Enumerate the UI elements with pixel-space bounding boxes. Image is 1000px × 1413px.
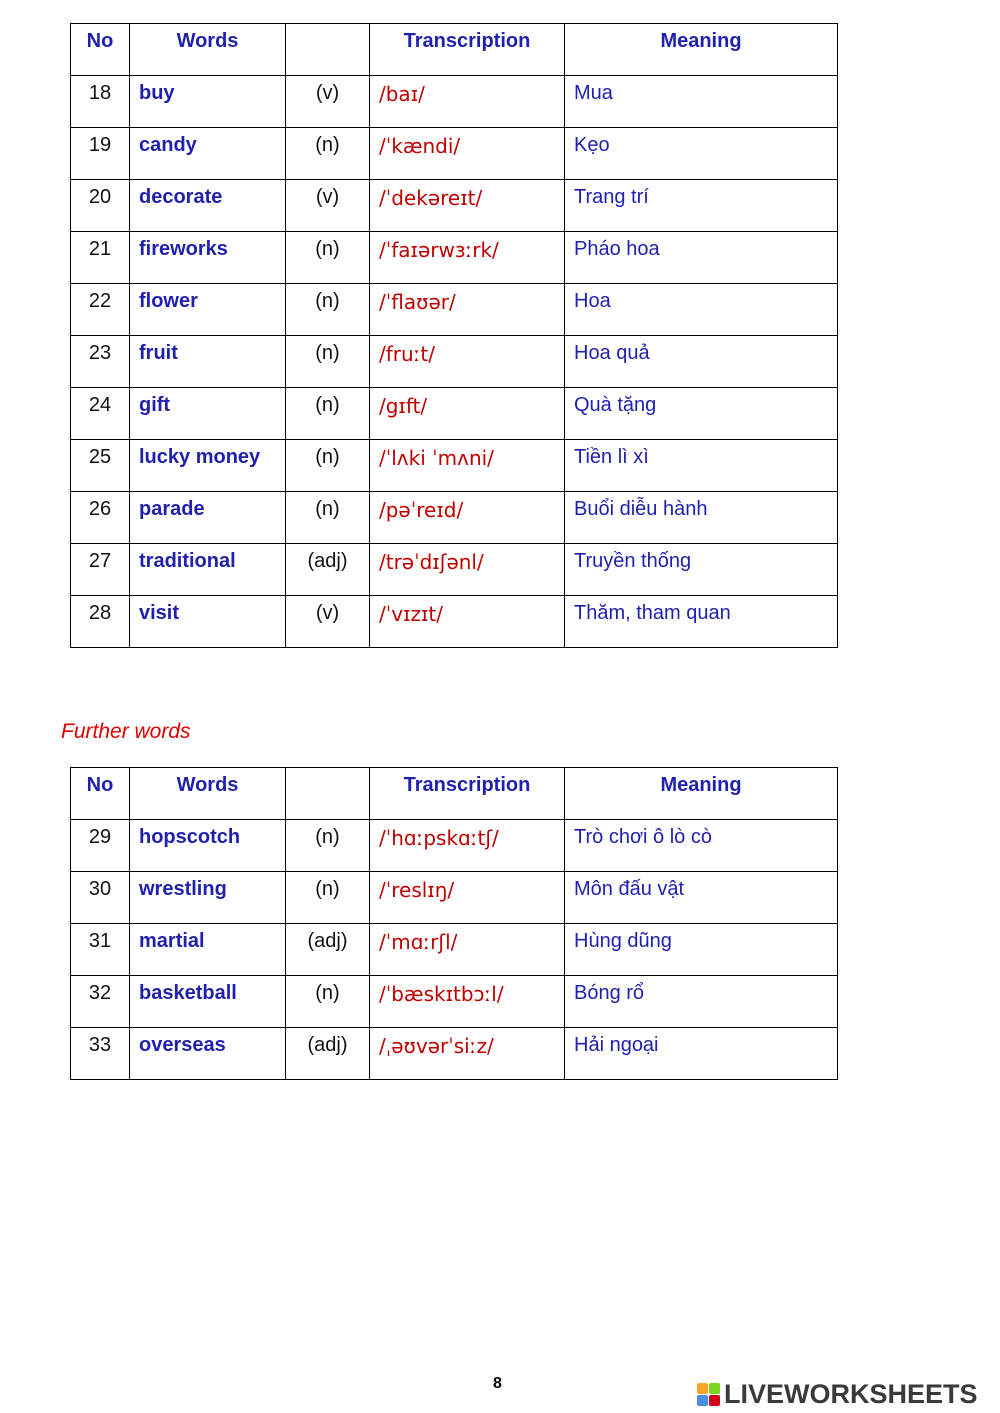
part-of-speech-cell: (adj): [286, 1028, 370, 1080]
transcription-cell: /baɪ/: [370, 76, 565, 128]
transcription-cell: /gɪft/: [370, 388, 565, 440]
brand-text: LIVEWORKSHEETS: [724, 1379, 978, 1409]
table-row: [71, 232, 838, 284]
row-number: 23: [71, 336, 130, 388]
transcription-cell: /ˈdekəreɪt/: [370, 180, 565, 232]
word-cell: gift: [130, 388, 286, 440]
part-of-speech-cell: (v): [286, 180, 370, 232]
part-of-speech-cell: (n): [286, 128, 370, 180]
table-row: [71, 872, 838, 924]
transcription-cell: /fruːt/: [370, 336, 565, 388]
meaning-cell: Pháo hoa: [565, 232, 838, 284]
table-row: [71, 596, 838, 648]
meaning-cell: Kẹo: [565, 128, 838, 180]
header-words: Words: [130, 24, 286, 76]
part-of-speech-cell: (n): [286, 232, 370, 284]
part-of-speech-cell: (n): [286, 440, 370, 492]
table-header-row: [71, 24, 838, 76]
transcription-cell: /ˈmɑːrʃl/: [370, 924, 565, 976]
word-cell: hopscotch: [130, 820, 286, 872]
part-of-speech-cell: (v): [286, 596, 370, 648]
row-number: 32: [71, 976, 130, 1028]
row-number: 26: [71, 492, 130, 544]
word-cell: martial: [130, 924, 286, 976]
transcription-cell: /ˈkændi/: [370, 128, 565, 180]
word-cell: buy: [130, 76, 286, 128]
table-row: [71, 820, 838, 872]
page-number: 8: [493, 1375, 502, 1392]
word-cell: parade: [130, 492, 286, 544]
header-transcription: Transcription: [370, 768, 565, 820]
transcription-cell: /ˈhɑːpskɑːtʃ/: [370, 820, 565, 872]
row-number: 29: [71, 820, 130, 872]
row-number: 19: [71, 128, 130, 180]
vocabulary-table: [70, 23, 838, 648]
row-number: 18: [71, 76, 130, 128]
row-number: 22: [71, 284, 130, 336]
word-cell: traditional: [130, 544, 286, 596]
word-cell: visit: [130, 596, 286, 648]
meaning-cell: Hùng dũng: [565, 924, 838, 976]
header-no: No: [71, 24, 130, 76]
meaning-cell: Mua: [565, 76, 838, 128]
meaning-cell: Tiền lì xì: [565, 440, 838, 492]
meaning-cell: Hải ngoại: [565, 1028, 838, 1080]
table-header-row: [71, 768, 838, 820]
logo-square: [697, 1383, 708, 1394]
meaning-cell: Truyền thống: [565, 544, 838, 596]
part-of-speech-cell: (v): [286, 76, 370, 128]
transcription-cell: /ˌəʊvərˈsiːz/: [370, 1028, 565, 1080]
logo-square: [709, 1395, 720, 1406]
table-row: [71, 180, 838, 232]
meaning-cell: Bóng rổ: [565, 976, 838, 1028]
table-row: [71, 924, 838, 976]
row-number: 31: [71, 924, 130, 976]
table-row: [71, 440, 838, 492]
word-cell: lucky money: [130, 440, 286, 492]
table-row: [71, 544, 838, 596]
header-meaning: Meaning: [565, 24, 838, 76]
word-cell: candy: [130, 128, 286, 180]
part-of-speech-cell: (n): [286, 820, 370, 872]
meaning-cell: Trò chơi ô lò cò: [565, 820, 838, 872]
table-row: [71, 284, 838, 336]
meaning-cell: Quà tặng: [565, 388, 838, 440]
meaning-cell: Trang trí: [565, 180, 838, 232]
part-of-speech-cell: (n): [286, 492, 370, 544]
header-pos: [286, 24, 370, 76]
brand-logo-icon: [697, 1383, 720, 1406]
header-transcription: Transcription: [370, 24, 565, 76]
row-number: 27: [71, 544, 130, 596]
meaning-cell: Thăm, tham quan: [565, 596, 838, 648]
meaning-cell: Hoa: [565, 284, 838, 336]
table-row: [71, 492, 838, 544]
row-number: 33: [71, 1028, 130, 1080]
liveworksheets-logo[interactable]: [697, 1379, 978, 1410]
header-words: Words: [130, 768, 286, 820]
word-cell: decorate: [130, 180, 286, 232]
transcription-cell: /ˈflaʊər/: [370, 284, 565, 336]
table-row: [71, 336, 838, 388]
logo-square: [697, 1395, 708, 1406]
part-of-speech-cell: (n): [286, 388, 370, 440]
word-cell: overseas: [130, 1028, 286, 1080]
part-of-speech-cell: (n): [286, 872, 370, 924]
part-of-speech-cell: (n): [286, 976, 370, 1028]
table-row: [71, 1028, 838, 1080]
table-row: [71, 388, 838, 440]
header-meaning: Meaning: [565, 768, 838, 820]
transcription-cell: /ˈlʌki ˈmʌni/: [370, 440, 565, 492]
transcription-cell: /trəˈdɪʃənl/: [370, 544, 565, 596]
row-number: 20: [71, 180, 130, 232]
further-words-table: [70, 767, 838, 1080]
header-no: No: [71, 768, 130, 820]
part-of-speech-cell: (n): [286, 336, 370, 388]
word-cell: fireworks: [130, 232, 286, 284]
logo-square: [709, 1383, 720, 1394]
transcription-cell: /ˈbæskɪtbɔːl/: [370, 976, 565, 1028]
part-of-speech-cell: (adj): [286, 544, 370, 596]
word-cell: basketball: [130, 976, 286, 1028]
row-number: 25: [71, 440, 130, 492]
word-cell: fruit: [130, 336, 286, 388]
word-cell: wrestling: [130, 872, 286, 924]
row-number: 21: [71, 232, 130, 284]
part-of-speech-cell: (adj): [286, 924, 370, 976]
row-number: 30: [71, 872, 130, 924]
table-row: [71, 76, 838, 128]
part-of-speech-cell: (n): [286, 284, 370, 336]
transcription-cell: /ˈvɪzɪt/: [370, 596, 565, 648]
table-row: [71, 976, 838, 1028]
table-row: [71, 128, 838, 180]
section-title: Further words: [61, 720, 191, 743]
row-number: 24: [71, 388, 130, 440]
meaning-cell: Hoa quả: [565, 336, 838, 388]
transcription-cell: /ˈreslɪŋ/: [370, 872, 565, 924]
transcription-cell: /pəˈreɪd/: [370, 492, 565, 544]
header-pos: [286, 768, 370, 820]
transcription-cell: /ˈfaɪərwɜːrk/: [370, 232, 565, 284]
row-number: 28: [71, 596, 130, 648]
word-cell: flower: [130, 284, 286, 336]
meaning-cell: Buổi diễu hành: [565, 492, 838, 544]
meaning-cell: Môn đấu vật: [565, 872, 838, 924]
